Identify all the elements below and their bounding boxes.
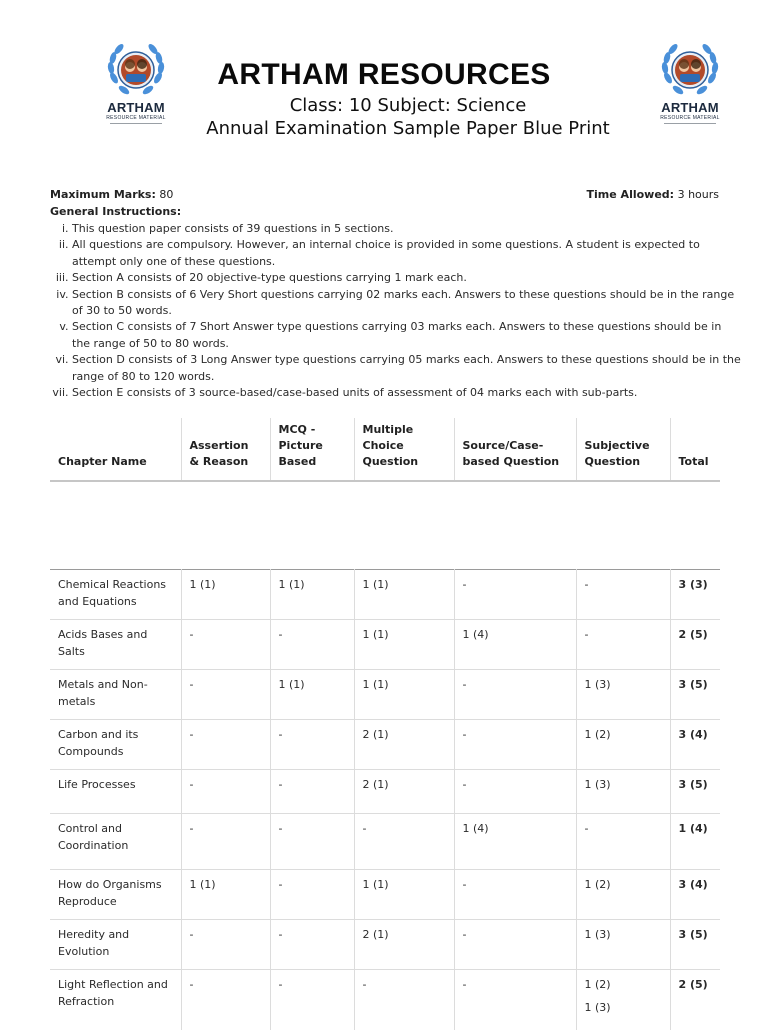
cell-mcq-picture <box>270 670 354 720</box>
cell-source-case-text: - <box>462 878 467 891</box>
cell-source-case <box>454 970 576 1030</box>
cell-assertion-reason <box>181 670 270 720</box>
cell-source-case <box>454 870 576 920</box>
cell-total-text: 3 (4) <box>678 728 708 741</box>
class-subject-subtitle: Class: 10 Subject: Science <box>289 95 527 116</box>
cell-chapter-name-text: Carbon and its Compounds <box>58 728 139 758</box>
cell-total-text: 3 (5) <box>678 778 708 791</box>
instruction-item: iv. Section B consists of 6 Very Short questions carrying 02 marks each. Answers to these questions should be in the range of 30 to 50 words. <box>72 287 742 320</box>
cell-source-case-text: 1 (4) <box>462 628 489 641</box>
cell-mcq-picture <box>270 814 354 870</box>
general-instructions-title: General Instructions: <box>50 205 182 218</box>
cell-mcq-picture-text: - <box>278 978 283 991</box>
cell-source-case <box>454 670 576 720</box>
cell-source-case <box>454 570 576 620</box>
cell-total <box>670 920 720 970</box>
cell-assertion-reason <box>181 770 270 814</box>
cell-source-case <box>454 920 576 970</box>
instruction-item: vii. Section E consists of 3 source-based/case-based units of assessment of 04 marks each with sub-parts. <box>72 385 742 401</box>
time-allowed-value: 3 hours <box>674 188 719 201</box>
cell-subjective <box>576 670 670 720</box>
cell-total <box>670 570 720 620</box>
cell-subjective-text: - <box>584 822 589 835</box>
cell-subjective <box>576 720 670 770</box>
cell-chapter-name-text: Life Processes <box>58 778 136 791</box>
cell-subjective <box>576 620 670 670</box>
instruction-item: i. This question paper consists of 39 questions in 5 sections. <box>72 221 742 237</box>
cell-chapter-name <box>50 920 181 970</box>
cell-subjective-text: - <box>584 628 589 641</box>
cell-total <box>670 870 720 920</box>
header-chapter-name: Chapter Name <box>58 455 147 468</box>
cell-mcq-picture-text: 1 (1) <box>278 678 305 691</box>
cell-multiple-choice <box>354 770 454 814</box>
cell-assertion-reason-text: - <box>189 728 194 741</box>
instruction-item: ii. All questions are compulsory. However, an internal choice is provided in some questions. A student is expected to attempt only one of these questions. <box>72 237 742 270</box>
header-assertion-reason: Assertion & Reason <box>181 418 270 481</box>
cell-multiple-choice-text: - <box>362 978 367 991</box>
cell-subjective <box>576 870 670 920</box>
cell-multiple-choice <box>354 920 454 970</box>
cell-mcq-picture-text: - <box>278 928 283 941</box>
cell-assertion-reason-text: - <box>189 778 194 791</box>
cell-assertion-reason-text: - <box>189 628 194 641</box>
cell-mcq-picture <box>270 770 354 814</box>
cell-chapter-name <box>50 770 181 814</box>
logo-wordmark: ARTHAM <box>107 100 165 115</box>
cell-total <box>670 814 720 870</box>
cell-total-text: 1 (4) <box>678 822 708 835</box>
cell-multiple-choice-text: 2 (1) <box>362 728 389 741</box>
blueprint-table-header <box>50 418 720 482</box>
cell-chapter-name-text: Acids Bases and Salts <box>58 628 148 658</box>
cell-chapter-name-text: How do Organisms Reproduce <box>58 878 162 908</box>
cell-multiple-choice-text: 1 (1) <box>362 678 389 691</box>
cell-multiple-choice <box>354 970 454 1030</box>
cell-chapter-name <box>50 970 181 1030</box>
cell-multiple-choice-text: - <box>362 822 367 835</box>
cell-chapter-name-text: Metals and Non-metals <box>58 678 148 708</box>
cell-assertion-reason-text: - <box>189 928 194 941</box>
cell-total-text: 3 (5) <box>678 678 708 691</box>
cell-assertion-reason-text: - <box>189 978 194 991</box>
cell-mcq-picture-text: - <box>278 778 283 791</box>
table-row <box>50 920 720 970</box>
cell-chapter-name <box>50 814 181 870</box>
cell-total <box>670 620 720 670</box>
cell-source-case-text: 1 (4) <box>462 822 489 835</box>
time-allowed <box>587 188 719 201</box>
cell-chapter-name <box>50 720 181 770</box>
cell-mcq-picture <box>270 720 354 770</box>
cell-source-case-text: - <box>462 578 467 591</box>
cell-mcq-picture-text: - <box>278 628 283 641</box>
cell-mcq-picture <box>270 970 354 1030</box>
table-header-row <box>50 418 720 481</box>
cell-mcq-picture-text: 1 (1) <box>278 578 305 591</box>
cell-chapter-name <box>50 620 181 670</box>
cell-subjective <box>576 970 670 1030</box>
cell-subjective-text: 1 (2) <box>584 728 611 741</box>
cell-chapter-name <box>50 870 181 920</box>
table-row <box>50 720 720 770</box>
instruction-item: v. Section C consists of 7 Short Answer type questions carrying 03 marks each. Answers to these questions should be in the range of 50 to 80 words. <box>72 319 742 352</box>
cell-mcq-picture <box>270 570 354 620</box>
cell-mcq-picture <box>270 920 354 970</box>
cell-assertion-reason-text: - <box>189 822 194 835</box>
cell-multiple-choice-text: 2 (1) <box>362 778 389 791</box>
cell-total <box>670 770 720 814</box>
cell-multiple-choice <box>354 870 454 920</box>
cell-assertion-reason <box>181 970 270 1030</box>
cell-mcq-picture <box>270 620 354 670</box>
cell-chapter-name <box>50 670 181 720</box>
cell-subjective-text: 1 (2) <box>584 978 611 991</box>
cell-subjective-text: 1 (3) <box>584 678 611 691</box>
cell-mcq-picture-text: - <box>278 822 283 835</box>
cell-subjective-text: 1 (3) <box>584 778 611 791</box>
cell-total-text: 2 (5) <box>678 978 708 991</box>
cell-assertion-reason <box>181 814 270 870</box>
cell-multiple-choice <box>354 814 454 870</box>
cell-subjective-extra-text: 1 (3) <box>584 1000 611 1014</box>
cell-subjective <box>576 814 670 870</box>
header-subjective: Subjective Question <box>576 418 670 481</box>
logo-tagline: RESOURCE MATERIAL <box>106 115 166 121</box>
cell-assertion-reason-text: 1 (1) <box>189 878 216 891</box>
cell-mcq-picture-text: - <box>278 728 283 741</box>
cell-chapter-name-text: Control and Coordination <box>58 822 129 852</box>
logo-wordmark: ARTHAM <box>661 100 719 115</box>
cell-chapter-name-text: Light Reflection and Refraction <box>58 978 168 1008</box>
table-row <box>50 870 720 920</box>
cell-total <box>670 970 720 1030</box>
blueprint-table-body <box>50 570 720 1030</box>
cell-subjective-text: 1 (2) <box>584 878 611 891</box>
cell-source-case <box>454 720 576 770</box>
table-row <box>50 570 720 620</box>
header-total: Total <box>670 418 720 481</box>
cell-source-case <box>454 814 576 870</box>
cell-subjective-text: 1 (3) <box>584 928 611 941</box>
general-instructions-list <box>50 221 742 401</box>
cell-chapter-name-text: Heredity and Evolution <box>58 928 130 958</box>
table-row <box>50 770 720 814</box>
cell-multiple-choice-text: 1 (1) <box>362 578 389 591</box>
cell-source-case <box>454 620 576 670</box>
cell-subjective <box>576 570 670 620</box>
blueprint-table <box>50 569 720 1030</box>
cell-assertion-reason-text: 1 (1) <box>189 578 216 591</box>
page-title: ARTHAM RESOURCES <box>217 58 551 91</box>
time-allowed-label: Time Allowed: <box>586 188 675 201</box>
logo-tagline: RESOURCE MATERIAL <box>660 115 720 121</box>
cell-chapter-name <box>50 570 181 620</box>
maximum-marks <box>50 188 173 201</box>
cell-assertion-reason <box>181 570 270 620</box>
cell-multiple-choice-text: 2 (1) <box>362 928 389 941</box>
cell-source-case-text: - <box>462 778 467 791</box>
cell-mcq-picture <box>270 870 354 920</box>
cell-mcq-picture-text: - <box>278 878 283 891</box>
cell-assertion-reason-text: - <box>189 678 194 691</box>
cell-subjective <box>576 770 670 814</box>
cell-source-case-text: - <box>462 978 467 991</box>
instruction-item: iii. Section A consists of 20 objective-type questions carrying 1 mark each. <box>72 270 742 286</box>
cell-multiple-choice <box>354 620 454 670</box>
table-row <box>50 970 720 1030</box>
cell-chapter-name-text: Chemical Reactions and Equations <box>58 578 167 608</box>
header-mcq-picture: MCQ - Picture Based <box>270 418 354 481</box>
cell-total <box>670 720 720 770</box>
cell-assertion-reason <box>181 870 270 920</box>
header-source-case: Source/Case-based Question <box>454 418 576 481</box>
cell-multiple-choice-text: 1 (1) <box>362 628 389 641</box>
table-row <box>50 814 720 870</box>
maximum-marks-label: Maximum Marks: <box>50 188 156 201</box>
cell-source-case-text: - <box>462 728 467 741</box>
exam-subtitle: Annual Examination Sample Paper Blue Print <box>206 118 610 139</box>
cell-multiple-choice <box>354 720 454 770</box>
cell-assertion-reason <box>181 920 270 970</box>
cell-subjective <box>576 920 670 970</box>
cell-source-case-text: - <box>462 678 467 691</box>
cell-subjective-text: - <box>584 578 589 591</box>
maximum-marks-value: 80 <box>155 188 174 201</box>
cell-multiple-choice <box>354 570 454 620</box>
cell-total <box>670 670 720 720</box>
cell-source-case <box>454 770 576 814</box>
cell-total-text: 2 (5) <box>678 628 708 641</box>
cell-assertion-reason <box>181 720 270 770</box>
cell-total-text: 3 (3) <box>678 578 708 591</box>
cell-multiple-choice-text: 1 (1) <box>362 878 389 891</box>
table-row <box>50 670 720 720</box>
instruction-item: vi. Section D consists of 3 Long Answer type questions carrying 05 marks each. Answers to these questions should be in the range of 80 to 120 words. <box>72 352 742 385</box>
cell-multiple-choice <box>354 670 454 720</box>
cell-source-case-text: - <box>462 928 467 941</box>
cell-total-text: 3 (4) <box>678 878 708 891</box>
header-multiple-choice: Multiple Choice Question <box>354 418 454 481</box>
table-row <box>50 620 720 670</box>
cell-total-text: 3 (5) <box>678 928 708 941</box>
cell-assertion-reason <box>181 620 270 670</box>
